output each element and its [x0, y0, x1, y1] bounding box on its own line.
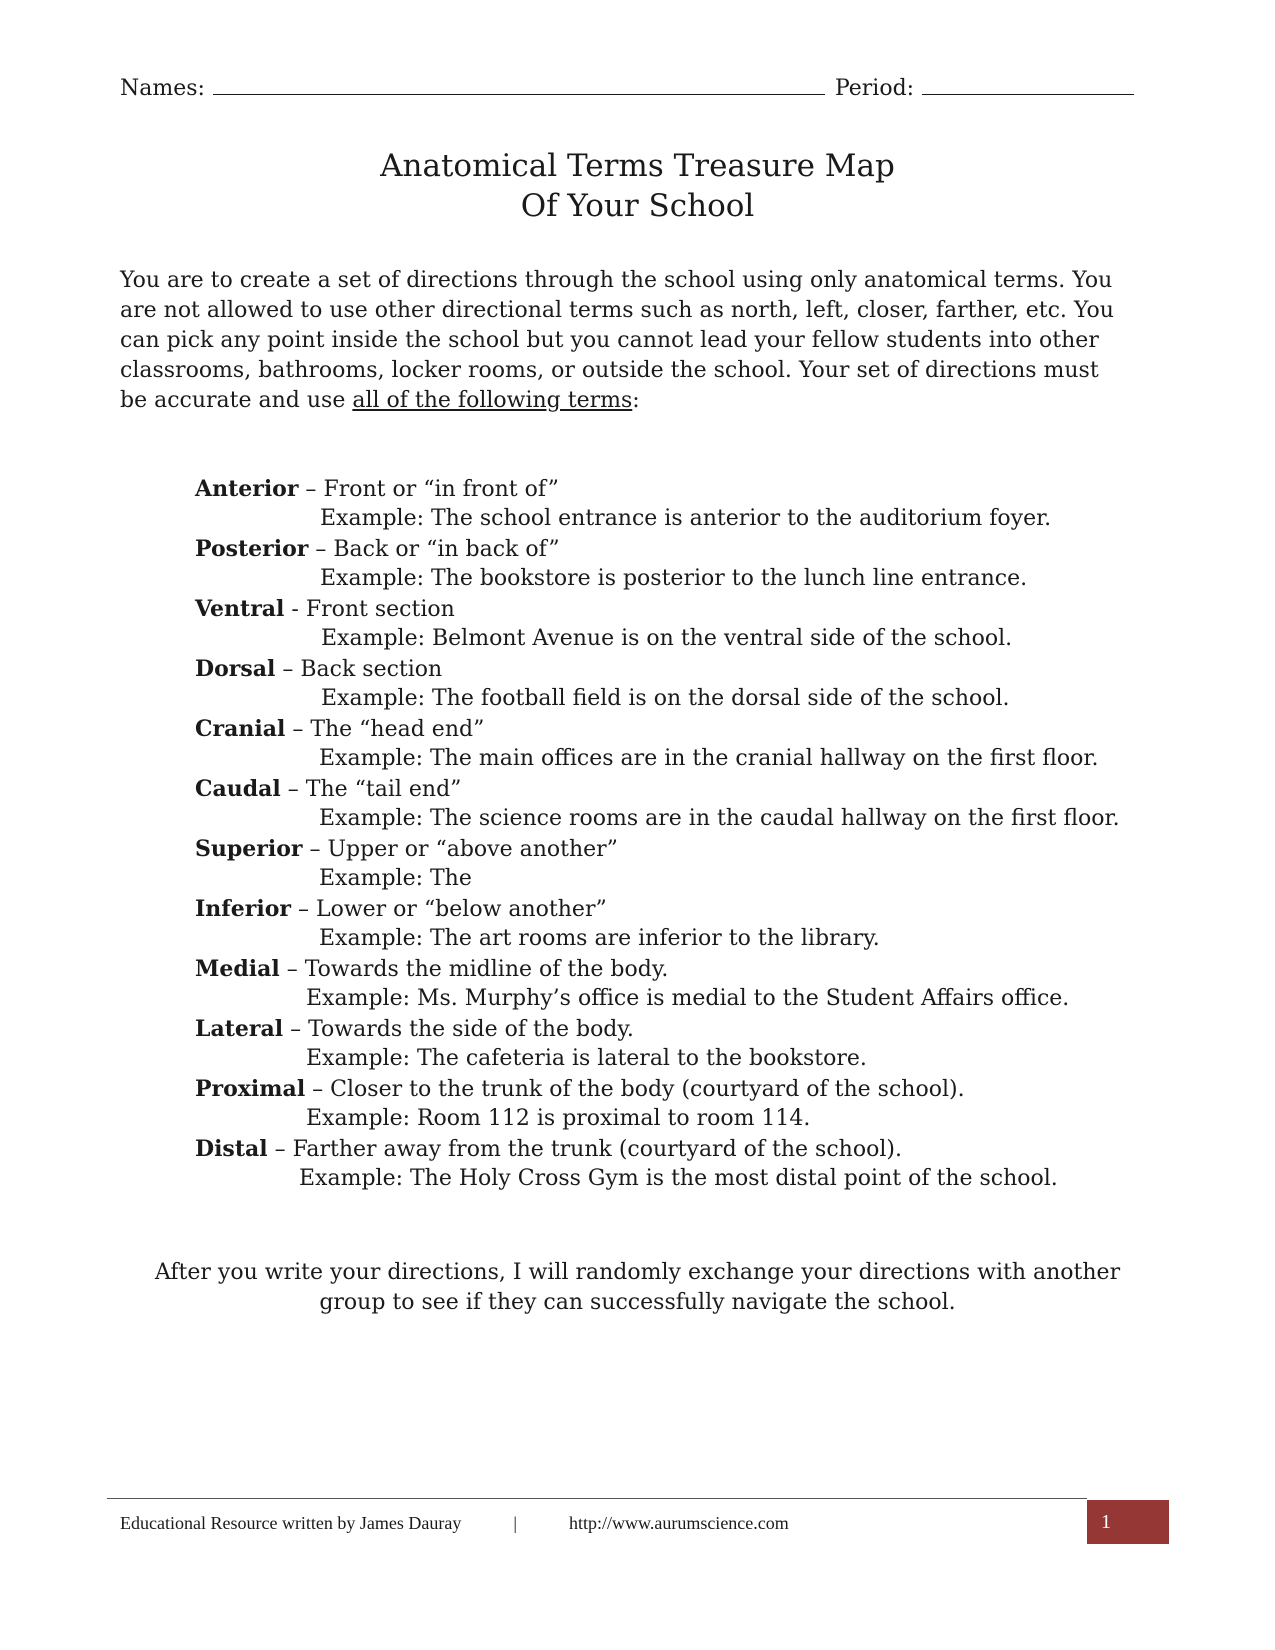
term-example: Example: The bookstore is posterior to the lunch line entrance. — [320, 566, 1028, 591]
term-separator: – — [298, 477, 324, 502]
footer — [120, 1513, 789, 1534]
term-item — [195, 714, 1165, 744]
term-definition: The “head end” — [310, 717, 485, 742]
term-definition: The “tail end” — [305, 777, 462, 802]
term-definition: Front or “in front of” — [323, 477, 559, 502]
term-item — [195, 594, 1165, 624]
term-definition: Towards the side of the body. — [308, 1017, 634, 1042]
term-name: Posterior — [195, 536, 309, 562]
term-separator: – — [267, 1137, 293, 1162]
term-name: Anterior — [195, 476, 299, 502]
term-definition: Closer to the trunk of the body (courtyard of the school). — [330, 1077, 965, 1102]
term-name: Lateral — [195, 1016, 284, 1042]
term-definition: Back or “in back of” — [333, 537, 560, 562]
term-definition: Back section — [300, 657, 443, 682]
term-definition: Upper or “above another” — [327, 837, 618, 862]
term-definition: Towards the midline of the body. — [304, 957, 669, 982]
term-item — [195, 834, 1165, 864]
names-label: Names: — [120, 76, 205, 101]
title-line-2: Of Your School — [520, 188, 755, 224]
term-name: Caudal — [195, 776, 281, 802]
intro-line: You are to create a set of directions through the school using only anatomical terms. You — [120, 268, 1113, 293]
intro-last-suffix: : — [632, 388, 640, 413]
term-example: Example: The — [319, 866, 472, 891]
term-name: Medial — [195, 956, 280, 982]
term-example: Example: The cafeteria is lateral to the bookstore. — [306, 1046, 867, 1071]
term-name: Ventral — [195, 596, 285, 622]
term-example: Example: The art rooms are inferior to the library. — [319, 926, 880, 951]
term-name: Proximal — [195, 1076, 306, 1102]
intro-line — [120, 386, 1170, 416]
name-period-header — [120, 74, 1160, 101]
term-item — [195, 534, 1165, 564]
title-line-1: Anatomical Terms Treasure Map — [380, 148, 895, 184]
page-number-badge: 1 — [1087, 1500, 1169, 1544]
term-separator: – — [290, 897, 316, 922]
intro-line: classrooms, bathrooms, locker rooms, or outside the school. Your set of directions must — [120, 358, 1099, 383]
instructions-paragraph — [120, 266, 1170, 416]
term-example: Example: Ms. Murphy’s office is medial to the Student Affairs office. — [306, 986, 1070, 1011]
intro-line: can pick any point inside the school but you cannot lead your fellow students into other — [120, 328, 1099, 353]
footer-separator: | — [513, 1513, 517, 1533]
term-separator: – — [275, 657, 301, 682]
term-example: Example: Belmont Avenue is on the ventral side of the school. — [321, 626, 1013, 651]
term-separator: – — [279, 957, 305, 982]
term-item — [195, 774, 1165, 804]
term-example: Example: The main offices are in the cranial hallway on the first floor. — [319, 746, 1099, 771]
term-name: Cranial — [195, 716, 286, 742]
term-definition: Farther away from the trunk (courtyard of the school). — [292, 1137, 902, 1162]
term-example: Example: The science rooms are in the caudal hallway on the first floor. — [319, 806, 1120, 831]
term-example: Example: Room 112 is proximal to room 114. — [306, 1106, 811, 1131]
term-separator: – — [285, 717, 311, 742]
terms-list — [195, 474, 1165, 1194]
period-blank[interactable] — [922, 74, 1134, 95]
term-separator: - — [284, 597, 306, 622]
page-title — [0, 146, 1275, 226]
term-separator: – — [308, 537, 334, 562]
term-item — [195, 1074, 1165, 1104]
closing-line-2: group to see if they can successfully navigate the school. — [319, 1290, 956, 1315]
term-definition: Lower or “below another” — [315, 897, 607, 922]
closing-line-1: After you write your directions, I will randomly exchange your directions with another — [154, 1260, 1121, 1285]
term-separator: – — [280, 777, 306, 802]
term-item — [195, 654, 1165, 684]
term-name: Distal — [195, 1136, 268, 1162]
term-example: Example: The football field is on the dorsal side of the school. — [321, 686, 1010, 711]
term-name: Inferior — [195, 896, 291, 922]
term-item — [195, 894, 1165, 924]
closing-paragraph — [0, 1258, 1275, 1318]
names-blank[interactable] — [213, 74, 825, 95]
footer-url[interactable]: http://www.aurumscience.com — [569, 1513, 789, 1533]
period-label: Period: — [834, 76, 915, 101]
term-item — [195, 954, 1165, 984]
term-item — [195, 1134, 1165, 1164]
term-separator: – — [283, 1017, 309, 1042]
underlined-phrase: all of the following terms — [352, 388, 633, 413]
intro-last-prefix: be accurate and use — [120, 388, 353, 413]
term-definition: Front section — [305, 597, 455, 622]
term-example: Example: The school entrance is anterior to the auditorium foyer. — [320, 506, 1052, 531]
term-separator: – — [305, 1077, 331, 1102]
term-item — [195, 474, 1165, 504]
term-name: Superior — [195, 836, 303, 862]
term-name: Dorsal — [195, 656, 276, 682]
term-item — [195, 1014, 1165, 1044]
footer-credit: Educational Resource written by James Dauray — [120, 1513, 462, 1533]
intro-line: are not allowed to use other directional terms such as north, left, closer, farther, etc. You — [120, 298, 1114, 323]
footer-divider — [107, 1498, 1087, 1499]
term-separator: – — [302, 837, 328, 862]
term-example: Example: The Holy Cross Gym is the most distal point of the school. — [299, 1166, 1058, 1191]
